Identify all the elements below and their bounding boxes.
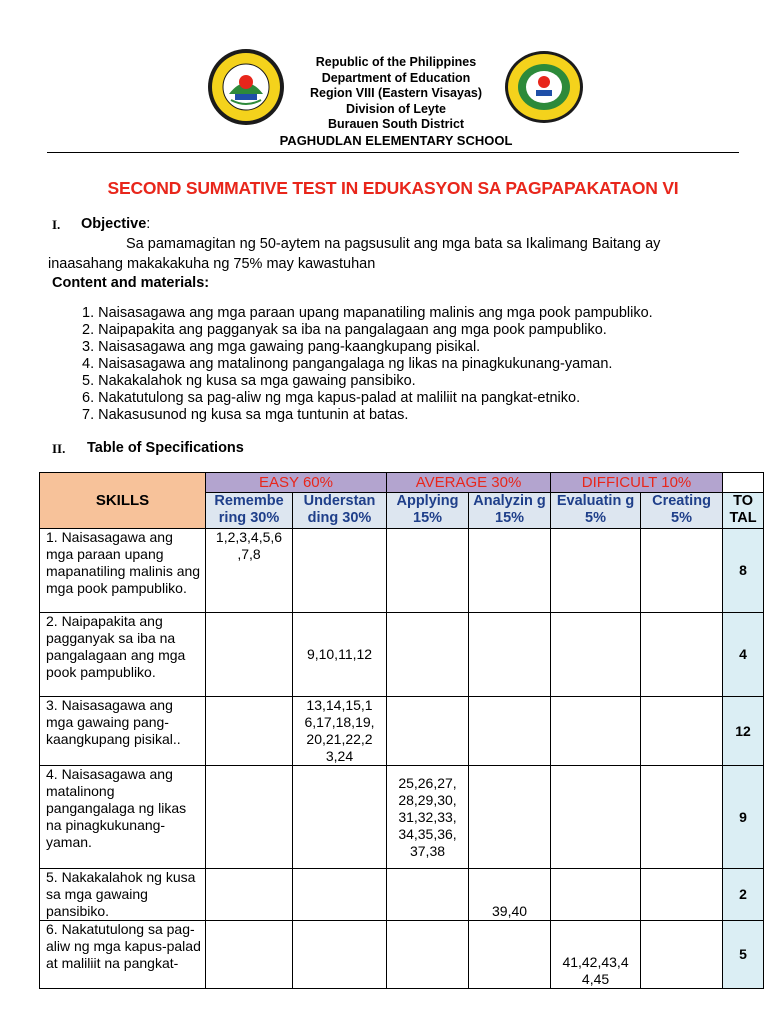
section-numeral: II. xyxy=(52,441,66,456)
items-cell xyxy=(387,869,469,921)
table-row xyxy=(40,869,764,921)
items-cell: 1,2,3,4,5,6 ,7,8 xyxy=(206,529,293,613)
items-cell: 41,42,43,4 4,45 xyxy=(551,921,641,989)
table-row xyxy=(40,766,764,869)
skill-cell: 5. Nakakalahok ng kusa sa mga gawaing pansibiko. xyxy=(40,869,206,921)
items-cell xyxy=(293,766,387,869)
header-line: Burauen South District xyxy=(327,117,465,131)
items-cell xyxy=(469,529,551,613)
skill-cell: 4. Naisasagawa ang matalinong pangangalaga ng likas na pinagkukunang-yaman. xyxy=(40,766,206,869)
items-cell xyxy=(551,529,641,613)
list-item: 5. Nakakalahok ng kusa sa mga gawaing pansibiko. xyxy=(82,373,416,389)
items-cell xyxy=(469,766,551,869)
level-header: Remembe ring 30% xyxy=(206,493,293,529)
skill-cell: 3. Naisasagawa ang mga gawaing pang-kaangkupang pisikal.. xyxy=(40,697,206,766)
level-header: Creating 5% xyxy=(641,493,723,529)
header-line: Republic of the Philippines xyxy=(315,55,477,69)
skill-cell: 1. Naisasagawa ang mga paraan upang mapanatiling malinis ang mga pook pampubliko. xyxy=(40,529,206,613)
category-header: AVERAGE 30% xyxy=(387,473,551,493)
header-line: Region VIII (Eastern Visayas) xyxy=(309,86,483,100)
items-cell xyxy=(469,921,551,989)
school-name: PAGHUDLAN ELEMENTARY SCHOOL xyxy=(279,132,513,148)
skill-cell: 6. Nakatutulong sa pag-aliw ng mga kapus-palad at maliliit na pangkat- xyxy=(40,921,206,989)
items-cell xyxy=(206,869,293,921)
agency-header xyxy=(260,55,532,148)
objective-text: Sa pamamagitan ng 50-aytem na pagsusulit ang mga bata sa Ikalimang Baitang ay inaasahang makakakuha ng 75% may kawastuhan xyxy=(48,236,661,272)
items-cell xyxy=(293,869,387,921)
header-divider xyxy=(47,152,739,153)
header-line: Division of Leyte xyxy=(345,101,447,116)
category-header: DIFFICULT 10% xyxy=(551,473,723,493)
items-cell xyxy=(641,766,723,869)
total-cell: 4 xyxy=(723,613,764,697)
list-item: 3. Naisasagawa ang mga gawaing pang-kaangkupang pisikal. xyxy=(82,339,481,355)
items-cell xyxy=(641,613,723,697)
items-cell: 13,14,15,1 6,17,18,19, 20,21,22,2 3,24 xyxy=(293,697,387,766)
content-heading: Content and materials: xyxy=(52,275,210,291)
level-header: Analyzin g 15% xyxy=(469,493,551,529)
items-cell xyxy=(206,766,293,869)
list-item: 7. Nakasusunod ng kusa sa mga tuntunin at batas. xyxy=(82,407,409,423)
table-row xyxy=(40,697,764,766)
items-cell xyxy=(551,766,641,869)
objective-label-wrap xyxy=(81,216,150,232)
items-cell xyxy=(206,921,293,989)
table-header-row xyxy=(40,473,764,493)
list-item: 2. Naipapakita ang pagganyak sa iba na pangalagaan ang mga pook pampubliko. xyxy=(82,322,607,338)
items-cell xyxy=(641,697,723,766)
total-cell: 9 xyxy=(723,766,764,869)
section-numeral: I. xyxy=(52,217,61,232)
total-cell: 5 xyxy=(723,921,764,989)
items-cell xyxy=(641,869,723,921)
level-header: Understan ding 30% xyxy=(293,493,387,529)
items-cell xyxy=(387,529,469,613)
skill-cell: 2. Naipapakita ang pagganyak sa iba na pangalagaan ang mga pook pampubliko. xyxy=(40,613,206,697)
level-header: Applying 15% xyxy=(387,493,469,529)
items-cell xyxy=(206,613,293,697)
items-cell: 39,40 xyxy=(469,869,551,921)
total-cell: 12 xyxy=(723,697,764,766)
items-cell xyxy=(387,697,469,766)
table-row xyxy=(40,613,764,697)
items-cell xyxy=(206,697,293,766)
items-cell xyxy=(551,869,641,921)
table-of-specifications xyxy=(39,472,764,989)
skills-header: SKILLS xyxy=(40,473,206,529)
content-list xyxy=(82,305,653,424)
items-cell xyxy=(551,697,641,766)
items-cell: 25,26,27, 28,29,30, 31,32,33, 34,35,36, 37,38 xyxy=(387,766,469,869)
document-title: SECOND SUMMATIVE TEST IN EDUKASYON SA PAGPAPAKATAON VI xyxy=(107,178,679,198)
objective-colon: : xyxy=(146,216,151,232)
items-cell: 9,10,11,12 xyxy=(293,613,387,697)
items-cell xyxy=(641,921,723,989)
tos-label: Table of Specifications xyxy=(87,440,244,456)
list-item: 6. Nakatutulong sa pag-aliw ng mga kapus-palad at maliliit na pangkat-etniko. xyxy=(82,390,581,406)
table-row xyxy=(40,529,764,613)
total-cell: 8 xyxy=(723,529,764,613)
header-line: Department of Education xyxy=(321,70,471,85)
items-cell xyxy=(293,921,387,989)
total-header: TO TAL xyxy=(723,493,764,529)
items-cell xyxy=(469,613,551,697)
list-item: 4. Naisasagawa ang matalinong pangangalaga ng likas na pinagkukunang-yaman. xyxy=(82,356,613,372)
objective-label: Objective xyxy=(81,216,147,232)
category-header: EASY 60% xyxy=(206,473,387,493)
level-header: Evaluatin g 5% xyxy=(551,493,641,529)
items-cell xyxy=(469,697,551,766)
items-cell xyxy=(387,921,469,989)
items-cell xyxy=(293,529,387,613)
items-cell xyxy=(641,529,723,613)
table-row xyxy=(40,921,764,989)
list-item: 1. Naisasagawa ang mga paraan upang mapanatiling malinis ang mga pook pampubliko. xyxy=(82,305,653,321)
total-cell: 2 xyxy=(723,869,764,921)
items-cell xyxy=(387,613,469,697)
blank-header-cell xyxy=(723,473,764,493)
items-cell xyxy=(551,613,641,697)
